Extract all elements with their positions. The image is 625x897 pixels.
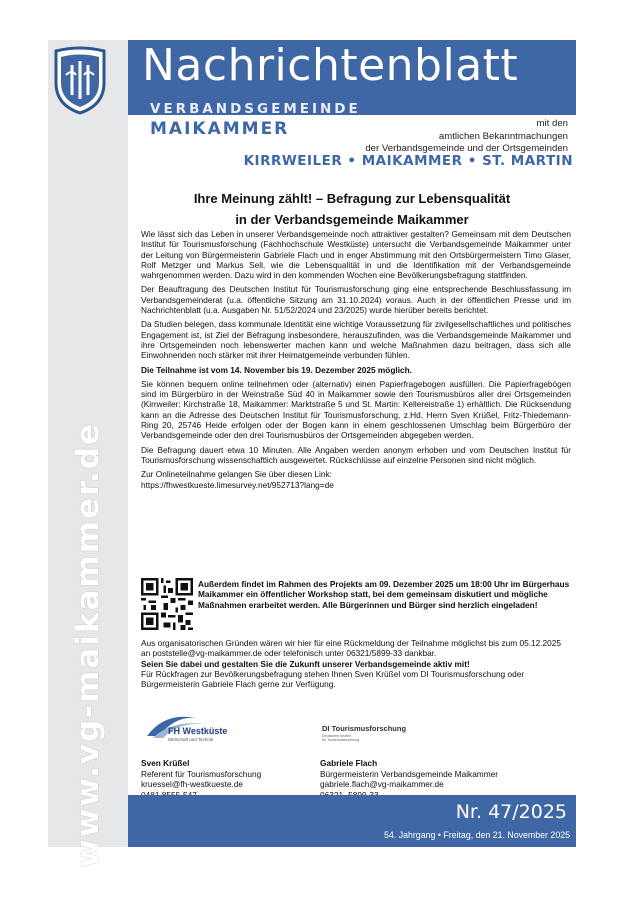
issue-date: 54. Jahrgang • Freitag, den 21. November 2025 [384, 830, 570, 840]
participation-dates: Die Teilnahme ist vom 14. November bis 19. Dezember 2025 möglich. [141, 364, 412, 375]
paragraph: Wie lässt sich das Leben in unserer Verbandsgemeinde noch attraktiver gestalten? Gemeinsam mit dem Deutschen Institut für Tourismusforschung (Fachhochschule Westküste) untersucht die Verbandsgemeinde Maikammer unter der Leitung von Bürgermeisterin Gabriele Flach und in enger Abstimmung mit den Ortsbürgermeistern Timo Glaser, Rolf Metzger und Markus Sell, wie die Lebensqualität in und die Identifikation mit der Verbandsgemeinde wahrgenommen werden. Dazu wird in den kommenden Wochen eine Bevölkerungsbefragung stattfinden. [141, 229, 571, 281]
masthead-title: Nachrichtenblatt [142, 40, 519, 91]
contact-name: Sven Krüßel [141, 758, 190, 768]
masthead-subtitle [308, 118, 568, 156]
survey-link[interactable]: https://fhwestkueste.limesurvey.net/952713?lang=de [141, 479, 334, 490]
contact-email[interactable]: gabriele.flach@vg-maikammer.de [320, 779, 444, 789]
qr-code-icon[interactable] [141, 578, 193, 630]
paragraph: Der Beauftragung des Deutschen Institut für Tourismusforschung ging eine entsprechende Beschlussfassung im Verbandsgemeinderat (u.a. öffentliche Sitzung am 31.10.2024) voraus. Auch in der öffentlichen Presse und im Nachrichtenblatt (u.a. Ausgaben Nr. 51/52/2024 und 23/2025) wurde hierüber bereits berichtet. [141, 284, 571, 316]
contact-kruessel [141, 758, 261, 800]
paragraph: Sie können bequem online teilnehmen oder (alternativ) einen Papierfragebogen ausfüllen. Die Papierfragebögen sind im Bürgerbüro in der Weinstraße Süd 40 in Maikammer sowie den Tourismusbüros aller drei Ortsgemeinden (Kirrweiler: Kirchstraße 18, Maikammer: Marktstraße 5 und St. Martin: Kellereistraße 1) erhältlich. Die Rücksendung kann an die Adresse des Deutschen Institut für Tourismusforschung, z.Hd. Herrn Sven Krüßel, Fritz-Thiedemann-Ring 20, 25746 Heide erfolgen oder der Bogen kann in einem geschlossenen Umschlag beim Bürgerbüro der Verbandsgemeinde oder den drei Tourismusbüros der Ortsgemeinden abgegeben werden. [141, 378, 571, 441]
subtitle-line: mit den [536, 118, 568, 129]
fh-logo-name: FH Westküste [168, 726, 228, 736]
fh-logo-sub: Wirtschaft und Technik [168, 737, 214, 742]
di-logo-sub [322, 734, 359, 742]
headline-line: in der Verbandsgemeinde Maikammer [235, 212, 469, 227]
link-intro: Zur Onlineteilnahme gelangen Sie über diesen Link: [141, 469, 332, 480]
di-logo-name: DI Tourismusforschung [322, 724, 407, 733]
paragraph: Da Studien belegen, dass kommunale Identität eine wichtige Voraussetzung für zivilgesellschaftliches und politisches Engagement ist, ist Ziel der Befragung insbesondere, herauszufinden, was die Verbandsgemeinde Maikammer und ihre Ortsgemeinden noch lebenswerter machen kann und welche Maßnahmen dazu beitragen, dass sich alle Einwohnenden noch stärker mit ihrer Heimatgemeinde verbunden fühlen. [141, 319, 571, 361]
contact-name: Gabriele Flach [320, 758, 378, 768]
paragraph [141, 469, 571, 490]
masthead-vg-label: VERBANDSGEMEINDE [150, 101, 361, 117]
workshop-announcement: Außerdem findet im Rahmen des Projekts am 09. Dezember 2025 um 18:00 Uhr im Bürgerhaus Maikammer ein öffentlicher Workshop statt, bei dem gemeinsam diskutiert und mögliche Maßnahmen erarbeitet werden. Alle Bürgerinnen und Bürger sind herzlich eingeladen! [198, 579, 570, 610]
subtitle-line: amtlichen Bekanntmachungen [438, 130, 568, 142]
di-logo-sub-line: für Tourismusforschung [322, 738, 360, 742]
subtitle-line: der Verbandsgemeinde und der Ortsgemeinden [365, 143, 568, 154]
contact-flach [320, 758, 498, 800]
article-body [141, 229, 571, 494]
masthead-vg-name: MAIKAMMER [150, 119, 290, 139]
paragraph: Aus organisatorischen Gründen wären wir hier für eine Rückmeldung der Teilnahme möglichst bis zum 05.12.2025 an poststelle@vg-maikammer.de oder telefonisch unter 06321/5899-33 dankbar. [141, 638, 561, 659]
sidebar-url: www.vg-maikammer.de [70, 422, 106, 868]
di-logo-sub-line: Deutsches Institut [322, 734, 351, 738]
contact-email[interactable]: kruessel@fh-westkueste.de [141, 779, 244, 789]
masthead-places: KIRRWEILER • MAIKAMMER • ST. MARTIN [243, 153, 573, 169]
headline-line: Ihre Meinung zählt! – Befragung zur Lebensqualität [193, 191, 511, 206]
coat-of-arms-icon [52, 45, 108, 115]
paragraph: Die Befragung dauert etwa 10 Minuten. Alle Angaben werden anonym erhoben und vom Deutschen Institut für Tourismusforschung wissenschaftlich ausgewertet. Rückschlüsse auf einzelne Personen sind nicht möglich. [141, 444, 571, 465]
paragraph: Für Rückfragen zur Bevölkerungsbefragung stehen Ihnen Sven Krüßel vom DI Tourismusforschung oder Bürgermeisterin Gabriele Flach gerne zur Verfügung. [141, 668, 525, 690]
call-to-action: Seien Sie dabei und gestalten Sie die Zukunft unserer Verbandsgemeinde aktiv mit! [141, 658, 470, 669]
contact-role: Referent für Tourismusforschung [141, 768, 262, 779]
article-headline [132, 188, 572, 230]
issue-number: Nr. 47/2025 [455, 801, 567, 823]
article-body-continued [141, 638, 571, 689]
contact-role: Bürgermeisterin Verbandsgemeinde Maikammer [320, 768, 499, 779]
